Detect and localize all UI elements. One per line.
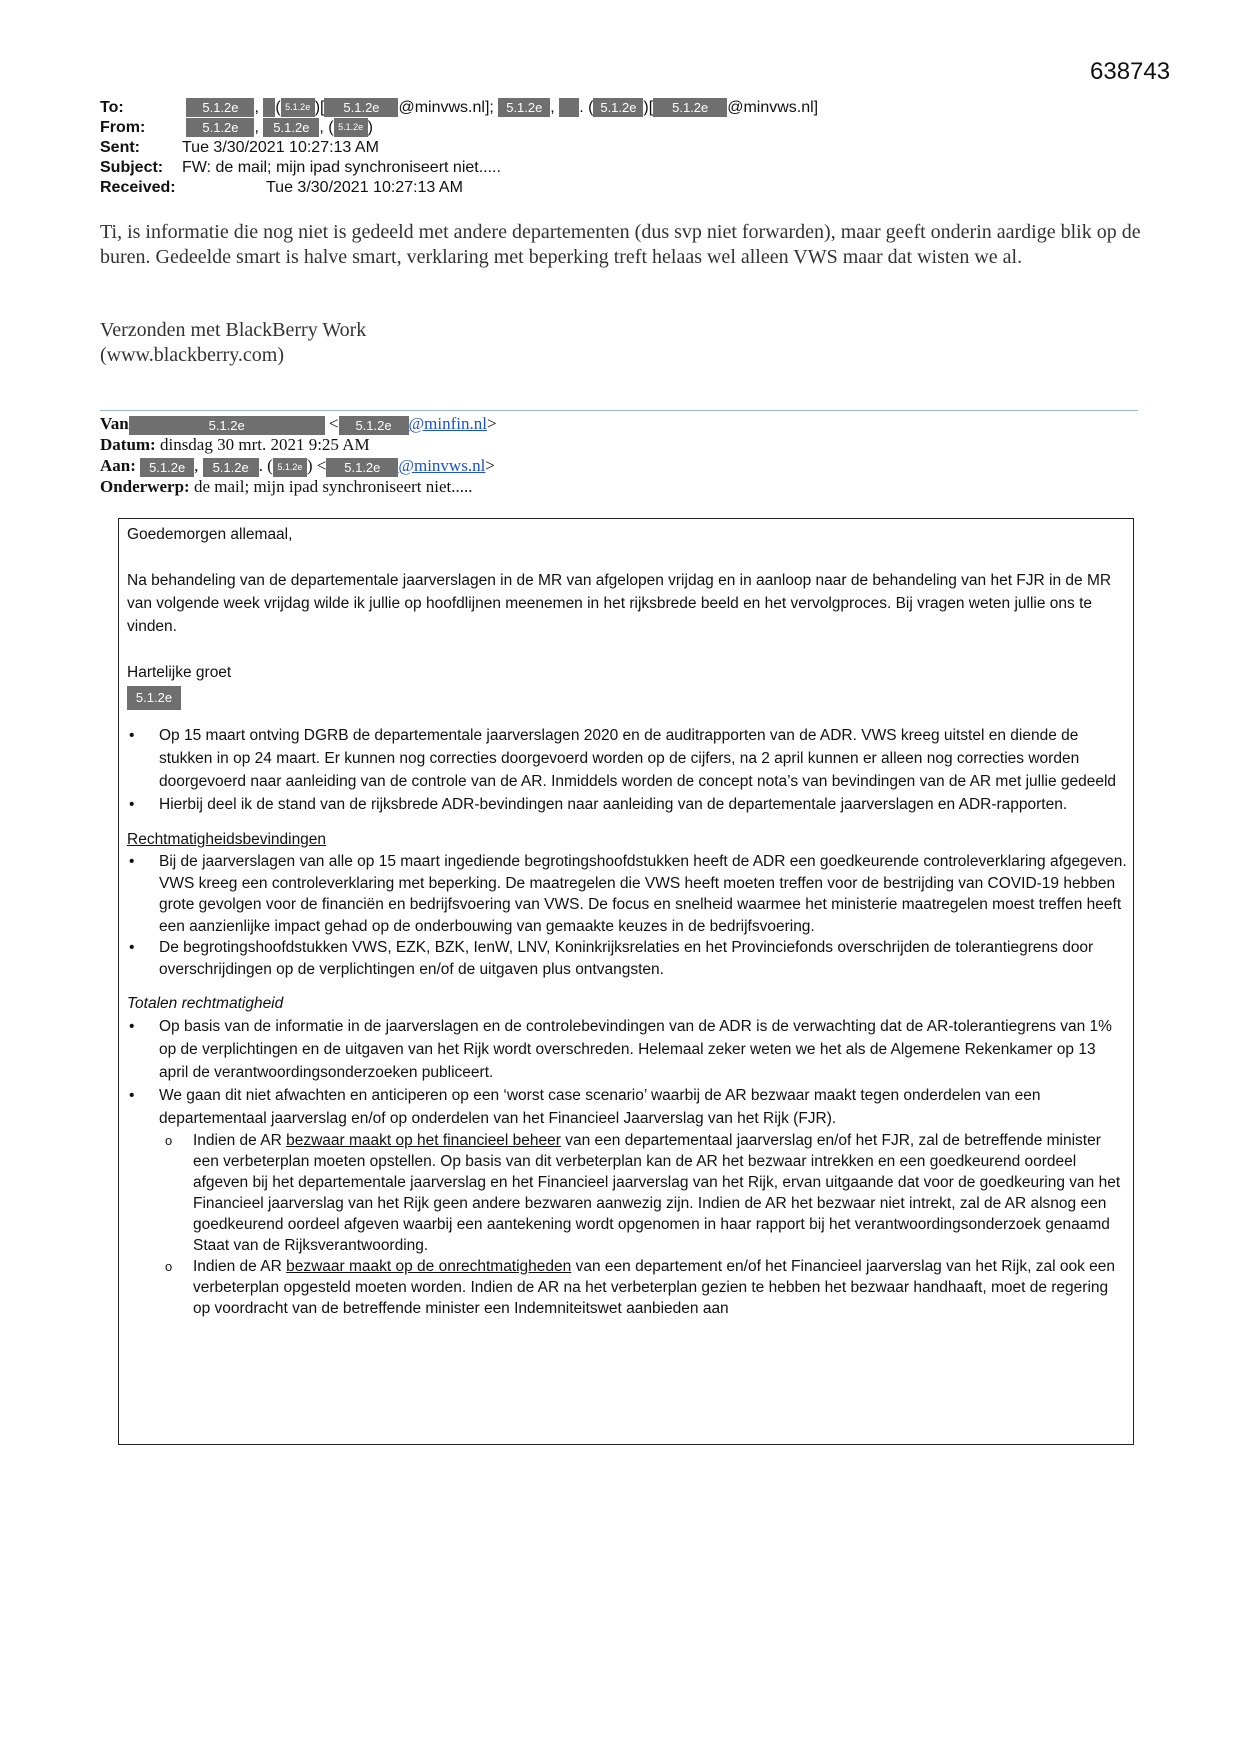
subject-value: FW: de mail; mijn ipad synchroniseert niet..... bbox=[182, 159, 501, 176]
separator: . ( bbox=[579, 99, 594, 116]
separator: > bbox=[485, 456, 495, 475]
aan-label: Aan: bbox=[100, 456, 136, 475]
separator: , bbox=[194, 456, 199, 475]
redaction-box bbox=[559, 98, 579, 117]
text: Indien de AR bbox=[193, 1258, 287, 1275]
message-box bbox=[118, 518, 1134, 1445]
aan-email-link[interactable]: @minvws.nl bbox=[398, 456, 486, 475]
redaction-box: 5.1.2e bbox=[186, 98, 254, 117]
list-item: • Bij de jaarverslagen van alle op 15 maart ingediende begrotingshoofdstukken heeft de ADR een goedkeurende controleverklaring afgegeven. VWS kreeg een controleverklaring met beperking. De maatregelen die VWS heeft moeten treffen voor de bestrijding van COVID-19 hebben grote gevolgen voor de financiën en bedrijfsvoering van VWS. De focus en snelheid waarmee het ministerie maatregelen moest treffen heeft een aanzienlijke impact gehad op de onderbouwing van gemaakte keuzes in de bedrijfsvoering. bbox=[127, 851, 1127, 937]
received-value: Tue 3/30/2021 10:27:13 AM bbox=[266, 179, 463, 196]
redaction-box: 5.1.2e bbox=[498, 98, 550, 117]
redaction-box: 5.1.2e bbox=[339, 416, 409, 435]
onderwerp-value: de mail; mijn ipad synchroniseert niet..... bbox=[193, 477, 473, 496]
list-item: • Hierbij deel ik de stand van de rijksbrede ADR-bevindingen naar aanleiding van de departementale jaarverslagen en ADR-rapporten. bbox=[127, 793, 1127, 816]
fwd-aan bbox=[100, 455, 495, 477]
signature-line: Verzonden met BlackBerry Work bbox=[100, 319, 367, 341]
from-label: From: bbox=[100, 119, 146, 136]
redaction-box: 5.1.2e bbox=[127, 686, 181, 710]
datum-value: dinsdag 30 mrt. 2021 9:25 AM bbox=[159, 435, 370, 454]
redaction-box: 5.1.2e bbox=[263, 118, 319, 137]
redaction-box: 5.1.2e bbox=[186, 118, 254, 137]
redaction-box: 5.1.2e bbox=[334, 118, 368, 137]
underlined-text: bezwaar maakt op de onrechtmatigheden bbox=[286, 1258, 572, 1275]
underlined-text: bezwaar maakt op het financieel beheer bbox=[286, 1132, 561, 1149]
separator: ( bbox=[275, 99, 281, 116]
van-label: Van bbox=[100, 414, 129, 433]
redaction-box: 5.1.2e bbox=[203, 458, 259, 477]
sub-list-item bbox=[127, 1256, 1127, 1319]
fwd-onderwerp bbox=[100, 476, 473, 497]
message-content bbox=[127, 523, 1127, 1319]
received-label: Received: bbox=[100, 179, 176, 196]
closing: Hartelijke groet bbox=[127, 664, 232, 681]
section-heading: Totalen rechtmatigheid bbox=[127, 995, 284, 1012]
separator-rule bbox=[100, 410, 1138, 411]
separator: ) bbox=[367, 119, 373, 136]
header-from bbox=[100, 118, 373, 138]
document-id: 638743 bbox=[1090, 58, 1171, 85]
to-label: To: bbox=[100, 99, 124, 116]
fwd-van bbox=[100, 413, 497, 435]
redaction-box: 5.1.2e bbox=[653, 98, 727, 117]
onderwerp-label: Onderwerp: bbox=[100, 477, 190, 496]
list-item: • Op 15 maart ontving DGRB de departementale jaarverslagen 2020 en de auditrapporten van de ADR. VWS kreeg uitstel en diende de stukken in op 24 maart. Er kunnen nog correcties doorgevoerd worden op de cijfers, na 2 april kunnen er alleen nog correcties worden doorgevoerd naar aanleiding van de controle van de AR. Inmiddels worden de concept nota’s van bevindingen van de AR met jullie gedeeld bbox=[127, 724, 1127, 793]
signature-line: (www.blackberry.com) bbox=[100, 344, 284, 366]
intro-paragraph: Na behandeling van de departementale jaarverslagen in de MR van afgelopen vrijdag en in aanloop naar de behandeling van het FJR in de MR van volgende week vrijdag wilde ik jullie op hoofdlijnen meenemen in het rijksbrede beeld en het vervolgproces. Bij vragen weten jullie ons te vinden. bbox=[127, 572, 1112, 635]
text: van een departement en/of het Financieel jaarverslag van het Rijk, zal ook een verbeterplan opgesteld moeten worden. Indien de AR na het verbeterplan gezien te hebben het bezwaar handhaaft, moet de regering op voordracht van de betreffende minister een Indemniteitswet aanbieden aan bbox=[193, 1258, 1115, 1317]
redaction-box: 5.1.2e bbox=[324, 98, 398, 117]
sub-list bbox=[127, 1130, 1127, 1319]
redaction-box: 5.1.2e bbox=[281, 98, 315, 117]
separator: , bbox=[254, 99, 259, 116]
separator: . ( bbox=[258, 456, 273, 475]
redaction-box bbox=[263, 98, 275, 117]
to-domain: @minvws.nl]; bbox=[398, 99, 494, 116]
header-sent bbox=[100, 138, 379, 158]
separator: , bbox=[254, 119, 259, 136]
fwd-datum bbox=[100, 434, 370, 455]
to-domain: @minvws.nl] bbox=[727, 99, 819, 116]
separator: )[ bbox=[643, 99, 654, 116]
bullet-list bbox=[127, 724, 1127, 816]
list-item: • We gaan dit niet afwachten en anticiperen op een ‘worst case scenario’ waarbij de AR bezwaar maakt tegen onderdelen van een departementaal jaarverslag en/of op onderdelen van het Financieel Jaarverslag van het Rijk (FJR). bbox=[127, 1084, 1127, 1130]
sent-value: Tue 3/30/2021 10:27:13 AM bbox=[182, 139, 379, 156]
header-received bbox=[100, 178, 463, 198]
header-to bbox=[100, 98, 818, 118]
redaction-box: 5.1.2e bbox=[129, 416, 325, 435]
separator: > bbox=[486, 414, 497, 433]
bullet-list bbox=[127, 851, 1127, 980]
section-heading: Rechtmatigheidsbevindingen bbox=[127, 831, 327, 848]
redaction-box: 5.1.2e bbox=[593, 98, 643, 117]
text: Indien de AR bbox=[193, 1132, 287, 1149]
signature bbox=[100, 318, 366, 368]
header-subject bbox=[100, 158, 501, 178]
greeting: Goedemorgen allemaal, bbox=[127, 526, 293, 543]
redaction-box: 5.1.2e bbox=[140, 458, 194, 477]
separator: ) < bbox=[306, 456, 327, 475]
datum-label: Datum: bbox=[100, 435, 156, 454]
bullet-list bbox=[127, 1015, 1127, 1130]
list-item: • Op basis van de informatie in de jaarverslagen en de controlebevindingen van de ADR is de verwachting dat de AR-tolerantiegrens van 1% op de verplichtingen en de uitgaven van het Rijk wordt overschreden. Helemaal zeker weten we het als de Algemene Rekenkamer op 13 april de verantwoordingsonderzoeken publiceert. bbox=[127, 1015, 1127, 1084]
redaction-box: 5.1.2e bbox=[273, 458, 307, 477]
separator: , ( bbox=[319, 119, 334, 136]
redaction-box: 5.1.2e bbox=[326, 458, 398, 477]
separator: , bbox=[550, 99, 555, 116]
separator: )[ bbox=[314, 99, 325, 116]
text: van een departementaal jaarverslag en/of het FJR, zal de betreffende minister een verbeterplan moeten opstellen. Op basis van dit verbeterplan kan de AR het bezwaar intrekken en een goedkeurend oordeel afgeven bij het departementale jaarverslag en het Financieel jaarverslag van het Rijk, ervan uitgaande dat voor de goedkeuring van het Financieel jaarverslag van het Rijk geen andere bezwaren aanwezig zijn. Indien de AR het bezwaar niet intrekt, zal de AR alsnog een goedkeurend oordeel afgeven waarbij een aantekening wordt opgenomen in haar rapport bij het verantwoordingsonderzoek genaamd Staat van de Rijksverantwoording. bbox=[193, 1132, 1121, 1254]
sent-label: Sent: bbox=[100, 139, 140, 156]
body-intro: Ti, is informatie die nog niet is gedeeld met andere departementen (dus svp niet forwarden), maar geeft onderin aardige blik op de buren. Gedeelde smart is halve smart, verklaring met beperking treft helaas wel alleen VWS maar dat wisten we al. bbox=[100, 221, 1141, 268]
list-item: • De begrotingshoofdstukken VWS, EZK, BZK, IenW, LNV, Koninkrijksrelaties en het Provinciefonds overschrijden de tolerantiegrens door overschrijdingen op de verplichtingen en/of de uitgaven plus ontvangsten. bbox=[127, 937, 1127, 980]
subject-label: Subject: bbox=[100, 159, 164, 176]
sub-list-item bbox=[127, 1130, 1127, 1256]
separator: < bbox=[328, 414, 339, 433]
van-email-link[interactable]: @minfin.nl bbox=[408, 414, 487, 433]
